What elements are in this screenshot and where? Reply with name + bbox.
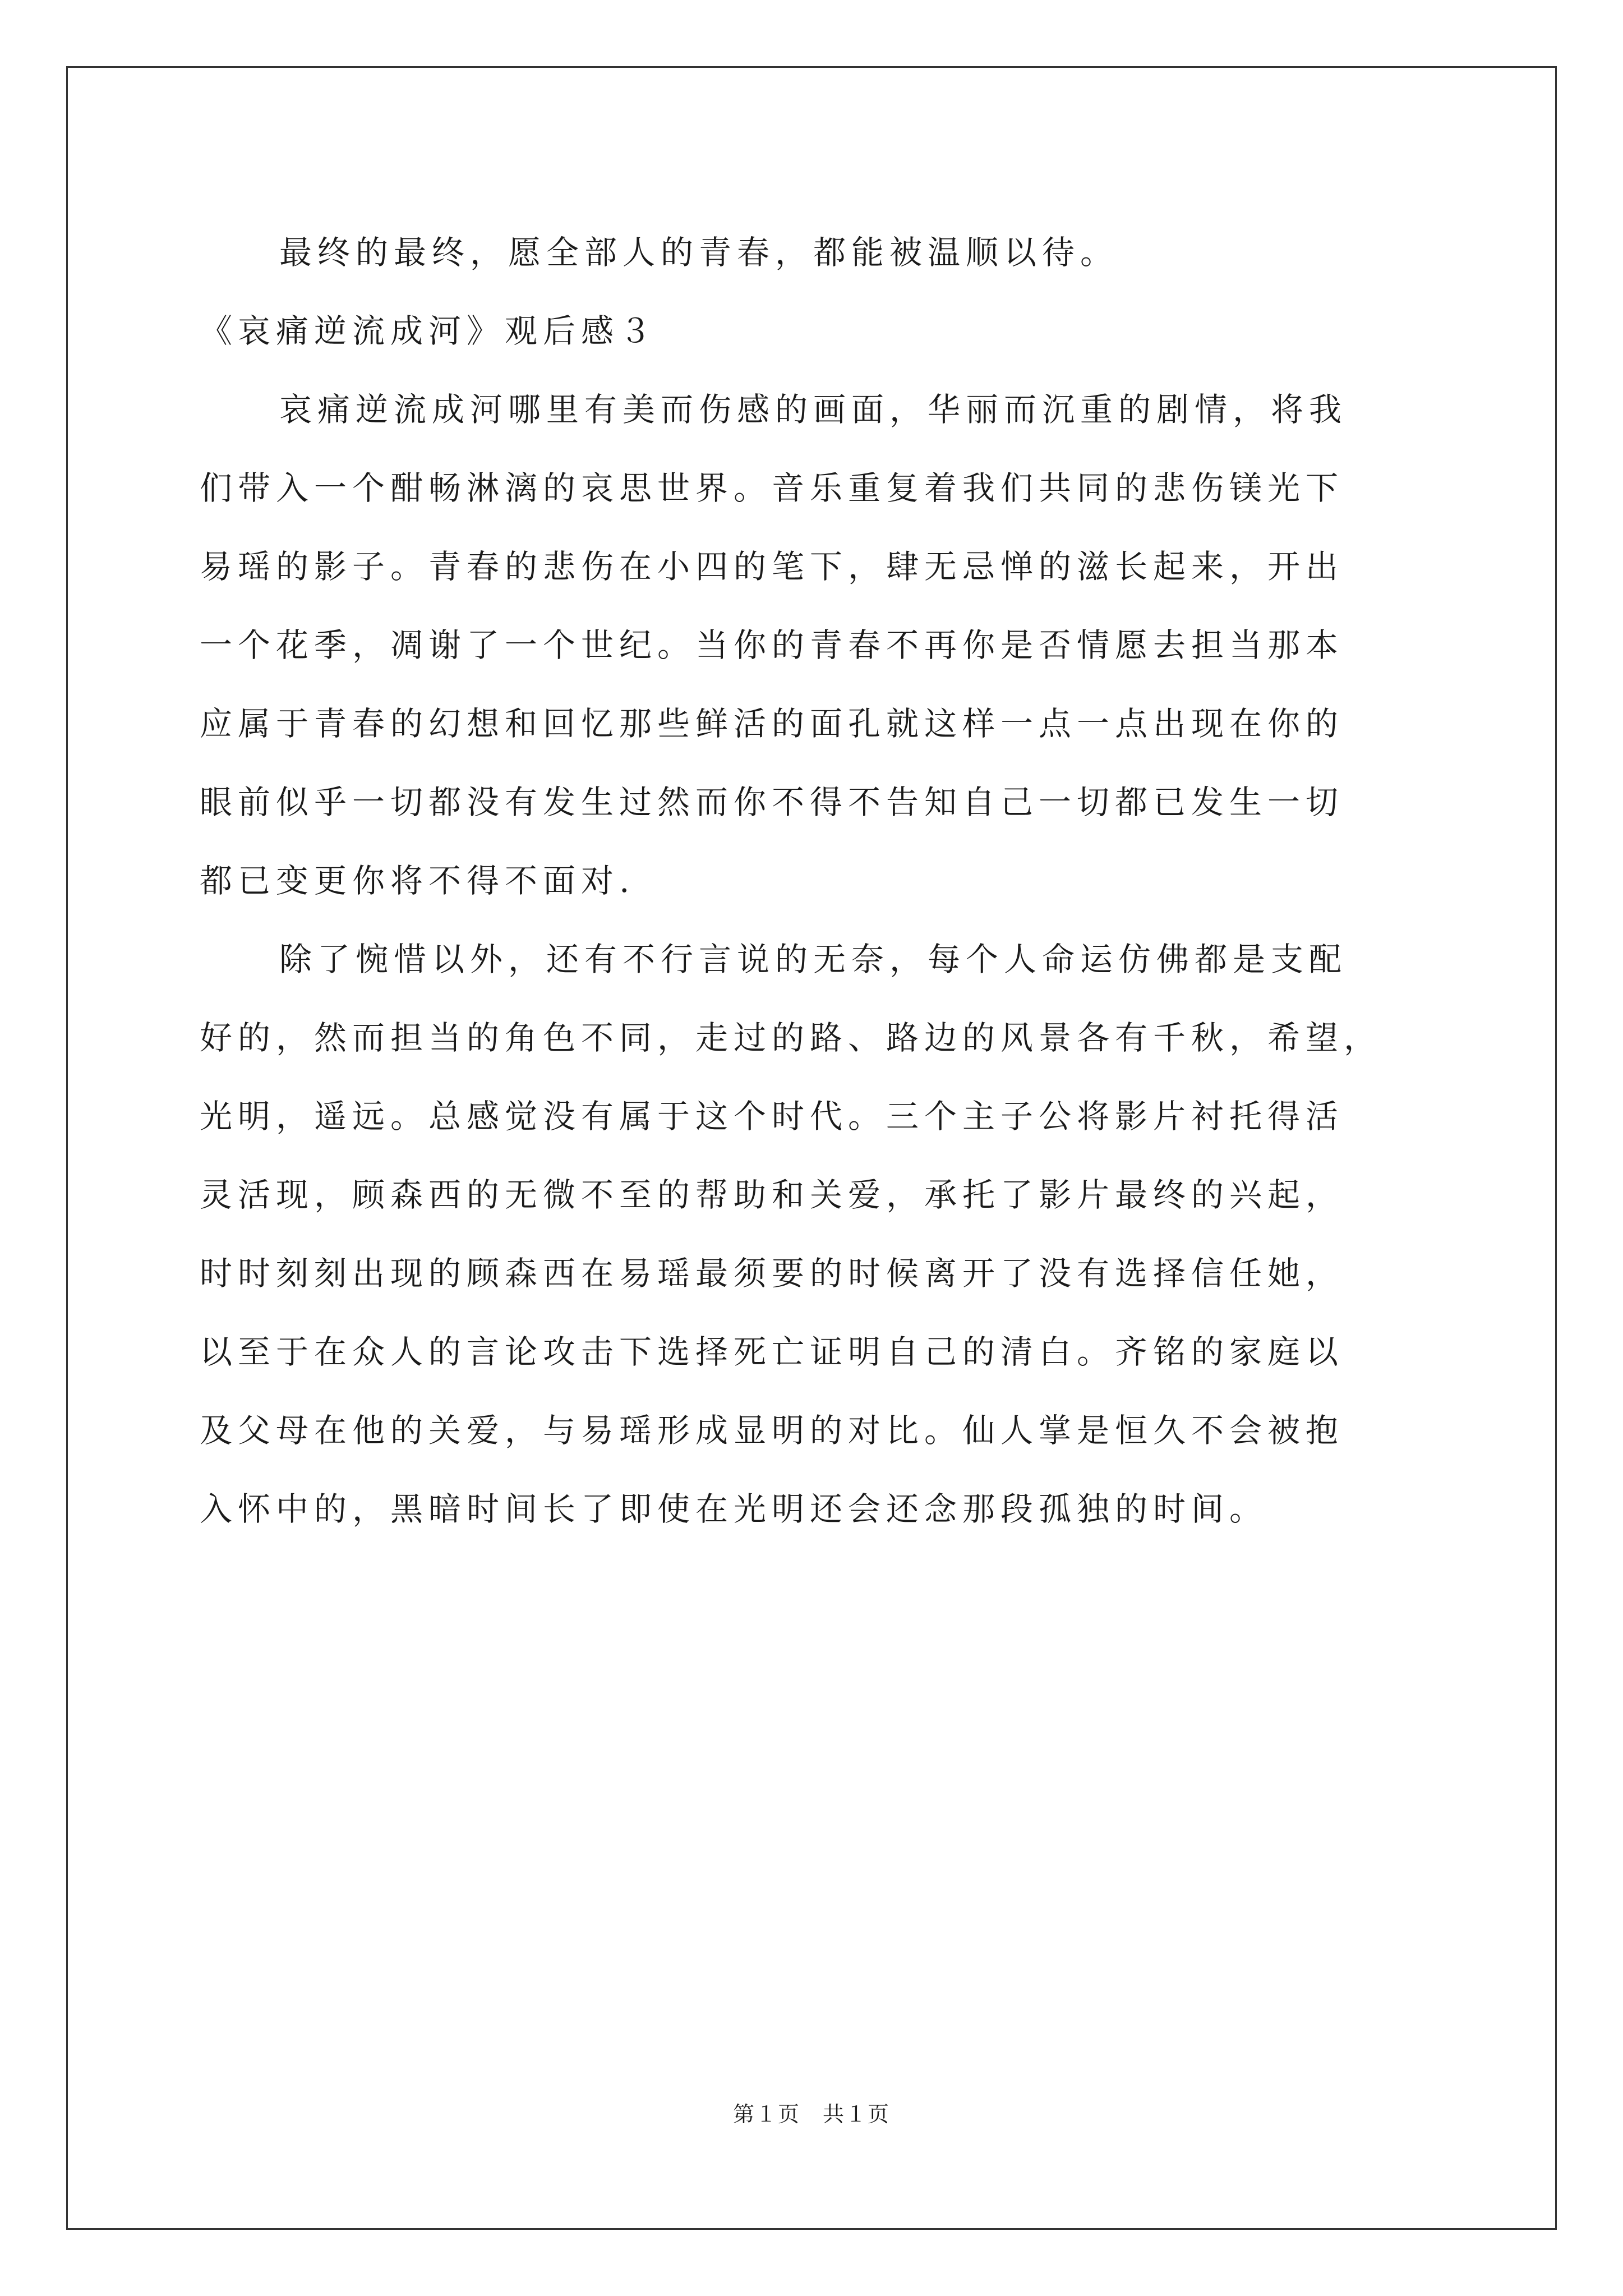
essay-heading: 《哀痛逆流成河》观后感３: [200, 312, 658, 350]
page-number-footer: 第１页 共１页: [732, 2102, 890, 2127]
paragraph-line: 及父母在他的关爱，与易瑶形成显明的对比。仙人掌是恒久不会被抱: [200, 1411, 1344, 1450]
paragraph-line: 一个花季，凋谢了一个世纪。当你的青春不再你是否情愿去担当那本: [200, 626, 1344, 664]
paragraph-line: 好的，然而担当的角色不同，走过的路、路边的风景各有千秋，希望，: [200, 1019, 1382, 1057]
paragraph-line: 们带入一个酣畅淋漓的哀思世界。音乐重复着我们共同的悲伤镁光下: [200, 469, 1344, 507]
paragraph-line: 除了惋惜以外，还有不行言说的无奈，每个人命运仿佛都是支配: [279, 940, 1348, 978]
paragraph-line: 灵活现，顾森西的无微不至的帮助和关爱，承托了影片最终的兴起，: [200, 1176, 1344, 1214]
paragraph-line: 易瑶的影子。青春的悲伤在小四的笔下，肆无忌惮的滋长起来，开出: [200, 547, 1344, 586]
paragraph-2: [200, 920, 1428, 1548]
paragraph-line: 哀痛逆流成河哪里有美而伤感的画面，华丽而沉重的剧情，将我: [279, 390, 1348, 429]
paragraph-line: 应属于青春的幻想和回忆那些鲜活的面孔就这样一点一点出现在你的: [200, 705, 1344, 743]
paragraph-line: 入怀中的，黑暗时间长了即使在光明还会还念那段孤独的时间。: [200, 1490, 1268, 1528]
paragraph-1: [200, 370, 1428, 920]
paragraph-line: 时时刻刻出现的顾森西在易瑶最须要的时候离开了没有选择信任她，: [200, 1254, 1344, 1292]
opening-line: 最终的最终，愿全部人的青春，都能被温顺以待。: [279, 233, 1119, 272]
paragraph-line: 眼前似乎一切都没有发生过然而你不得不告知自己一切都已发生一切: [200, 783, 1344, 821]
document-body: [200, 213, 1428, 1548]
paragraph-line: 都已变更你将不得不面对.: [200, 862, 635, 900]
paragraph-line: 光明，遥远。总感觉没有属于这个时代。三个主子公将影片衬托得活: [200, 1097, 1344, 1135]
paragraph-line: 以至于在众人的言论攻击下选择死亡证明自己的清白。齐铭的家庭以: [200, 1333, 1344, 1371]
